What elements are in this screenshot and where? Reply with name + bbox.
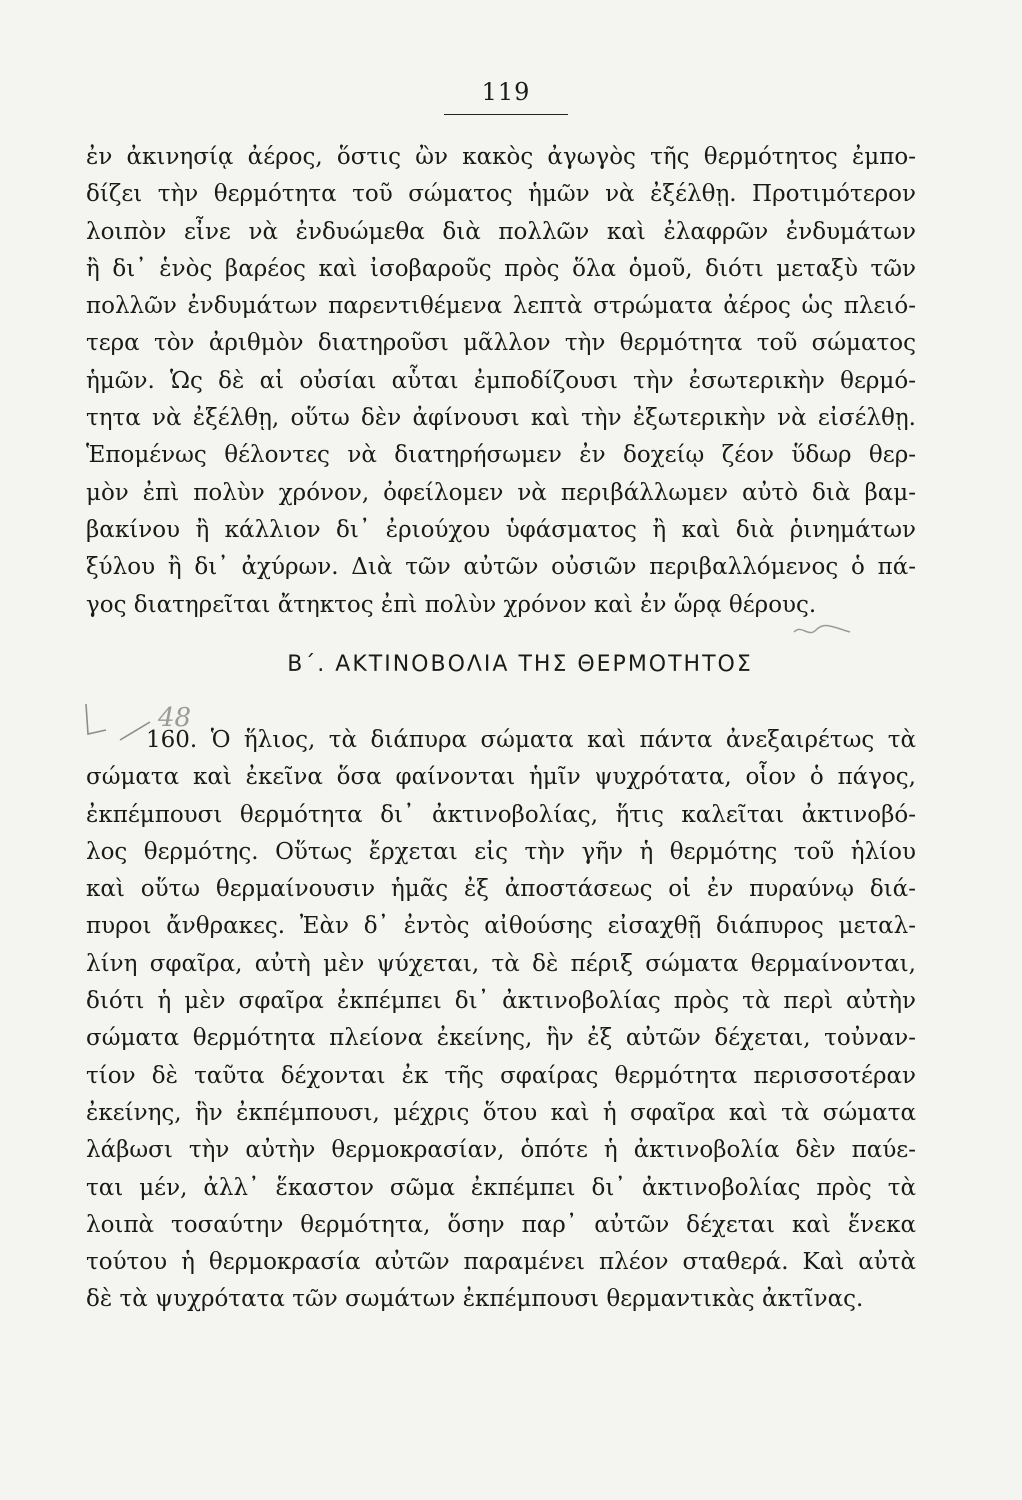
text-line xyxy=(86,722,916,759)
paragraph-continued xyxy=(86,139,916,624)
text-line: λοιπὰ τοσαύτην θερμότητα, ὅσην παρ᾽ αὐτῶν δέχεται καὶ ἕνεκα xyxy=(86,1211,916,1238)
text-line: λάβωσι τὴν αὐτὴν θερμοκρασίαν, ὁπότε ἡ ἀκτινοβολία δὲν παύε- xyxy=(86,1137,916,1164)
text-line: τερα τὸν ἀριθμὸν διατηροῦσι μᾶλλον τὴν θερμότητα τοῦ σώματος xyxy=(86,330,916,357)
text-line: ξύλου ἢ δι᾽ ἀχύρων. Διὰ τῶν αὐτῶν οὐσιῶν περιβαλλόμενος ὁ πά- xyxy=(86,554,916,581)
text-line: ἐκείνης, ἣν ἐκπέμπουσι, μέχρις ὅτου καὶ ἡ σφαῖρα καὶ τὰ σώματα xyxy=(86,1099,916,1126)
text-line-first: Ὁ ἥλιος, τὰ διάπυρα σώματα καὶ πάντα ἀνεξαιρέτως τὰ xyxy=(210,727,917,753)
text-line: πυροι ἄνθρακες. Ἐὰν δ᾽ ἐντὸς αἰθούσης εἰσαχθῇ διάπυρος μεταλ- xyxy=(86,913,916,940)
page-number: 119 xyxy=(481,78,531,106)
text-line: δίζει τὴν θερμότητα τοῦ σώματος ἡμῶν νὰ ἐξέλθῃ. Προτιμότερον xyxy=(86,181,916,208)
text-line: βακίνου ἢ κάλλιον δι᾽ ἐριούχου ὑφάσματος ἢ καὶ διὰ ῥινημάτων xyxy=(86,516,916,543)
paragraph-number: 160. xyxy=(146,727,198,753)
text-line: σώματα θερμότητα πλείονα ἐκείνης, ἣν ἐξ αὐτῶν δέχεται, τοὐναν- xyxy=(86,1025,916,1052)
text-line: καὶ οὕτω θερμαίνουσιν ἡμᾶς ἐξ ἀποστάσεως οἱ ἐν πυραύνῳ διά- xyxy=(86,876,916,903)
text-line: λοιπὸν εἶνε νὰ ἐνδυώμεθα διὰ πολλῶν καὶ ἐλαφρῶν ἐνδυμάτων xyxy=(86,218,916,245)
text-line: σώματα καὶ ἐκεῖνα ὅσα φαίνονται ἡμῖν ψυχρότατα, οἷον ὁ πάγος, xyxy=(86,764,916,791)
text-line: τητα νὰ ἐξέλθῃ, οὕτω δὲν ἀφίνουσι καὶ τὴν ἐξωτερικὴν νὰ εἰσέλθῃ. xyxy=(86,405,916,432)
text-line: ἐκπέμπουσι θερμότητα δι᾽ ἀκτινοβολίας, ἥτις καλεῖται ἀκτινοβό- xyxy=(86,801,916,828)
margin-note-number: 48 xyxy=(158,703,192,733)
text-line: λίνη σφαῖρα, αὐτὴ μὲν ψύχεται, τὰ δὲ πέριξ σώματα θερμαίνονται, xyxy=(86,950,916,977)
text-line: πολλῶν ἐνδυμάτων παρεντιθέμενα λεπτὰ στρώματα ἀέρος ὡς πλειό- xyxy=(86,293,916,320)
text-line: διότι ἡ μὲν σφαῖρα ἐκπέμπει δι᾽ ἀκτινοβολίας πρὸς τὰ περὶ αὐτὴν xyxy=(86,988,916,1015)
text-line: ται μέν, ἀλλ᾽ ἕκαστον σῶμα ἐκπέμπει δι᾽ ἀκτινοβολίας πρὸς τὰ xyxy=(86,1174,916,1201)
text-line: ἢ δι᾽ ἑνὸς βαρέος καὶ ἰσοβαροῦς πρὸς ὅλα ὁμοῦ, διότι μεταξὺ τῶν xyxy=(86,255,916,282)
text-line: γος διατηρεῖται ἄτηκτος ἐπὶ πολὺν χρόνον καὶ ἐν ὥρᾳ θέρους. xyxy=(86,591,817,618)
section-heading: Β΄. ΑΚΤΙΝΟΒΟΛΙΑ ΤΗΣ ΘΕΡΜΟΤΗΤΟΣ xyxy=(287,652,753,677)
pencil-squiggle-mark xyxy=(792,620,852,640)
text-line: Ἑπομένως θέλοντες νὰ διατηρήσωμεν ἐν δοχείῳ ζέον ὕδωρ θερ- xyxy=(86,442,916,469)
text-line: τούτου ἡ θερμοκρασία αὐτῶν παραμένει πλέον σταθερά. Καὶ αὐτὰ xyxy=(86,1249,916,1276)
text-line: τίον δὲ ταῦτα δέχονται ἐκ τῆς σφαίρας θερμότητα περισσοτέραν xyxy=(86,1062,916,1089)
text-line: μὸν ἐπὶ πολὺν χρόνον, ὀφείλομεν νὰ περιβάλλωμεν αὐτὸ διὰ βαμ- xyxy=(86,479,916,506)
text-line: ἐν ἀκινησίᾳ ἀέρος, ὅστις ὢν κακὸς ἀγωγὸς τῆς θερμότητος ἐμπο- xyxy=(86,144,916,170)
text-line: δὲ τὰ ψυχρότατα τῶν σωμάτων ἐκπέμπουσι θερμαντικὰς ἀκτῖνας. xyxy=(86,1286,864,1313)
text-line: λος θερμότης. Οὕτως ἔρχεται εἰς τὴν γῆν ἡ θερμότης τοῦ ἡλίου xyxy=(86,838,916,865)
paragraph-160 xyxy=(86,722,916,1319)
text-line: ἡμῶν. Ὡς δὲ αἱ οὐσίαι αὗται ἐμποδίζουσι τὴν ἐσωτερικὴν θερμό- xyxy=(86,367,916,394)
page-number-rule xyxy=(444,114,568,115)
